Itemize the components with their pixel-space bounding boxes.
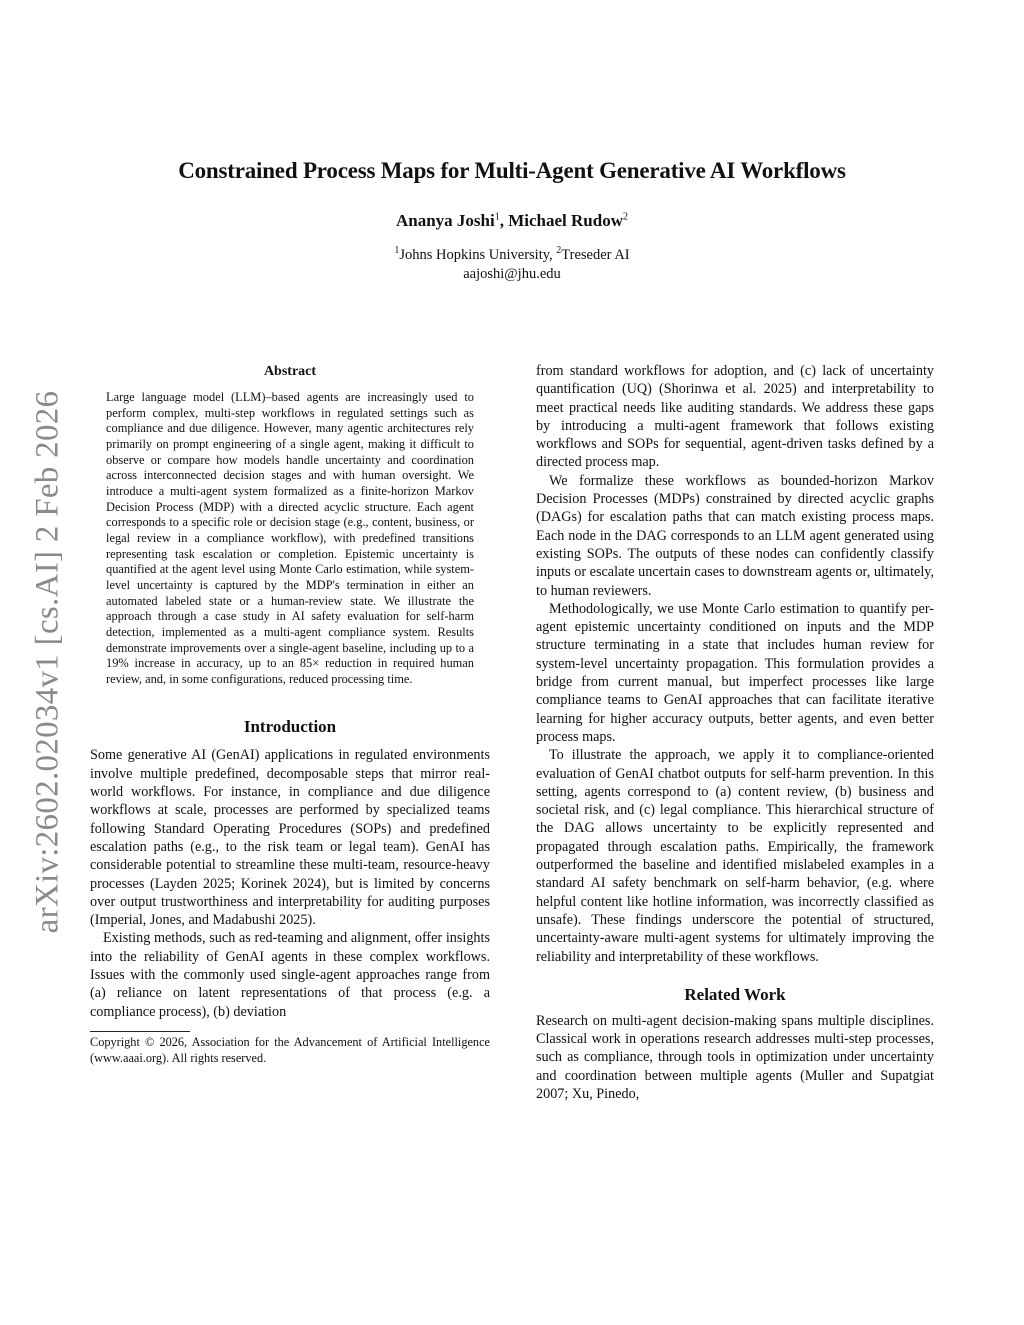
body-paragraph: Existing methods, such as red-teaming and alignment, offer insights into the reliability of GenAI agents in these complex workflows. Issues with the commonly used single-agent approaches range from (a) reliance on latent representations of that process (e.g. a compliance process), (b) deviation: [90, 930, 490, 1020]
body-paragraph: from standard workflows for adoption, and (c) lack of uncertainty quantification (UQ) (Shorinwa et al. 2025) and interpretability to meet practical needs like auditing standards. We address these gaps by introducing a multi-agent framework that follows existing workflows and SOPs for sequential, agent-driven tasks defined by a directed process map.: [536, 363, 934, 471]
arxiv-identifier: arXiv:2602.02034v1 [cs.AI] 2 Feb 2026: [29, 390, 66, 934]
body-paragraph: Some generative AI (GenAI) applications in regulated environments involve multiple predefined, decomposable steps that mirror real-world workflows. For instance, in compliance and due diligence workflows at scale, processes are performed by specialized teams following Standard Operating Procedures (SOPs) and predefined escalation paths (e.g., to the risk team or legal team). GenAI has considerable potential to streamline these multi-team, resource-heavy processes (Layden 2025; Korinek 2024), but is limited by concerns over output trustworthiness and interpretability for auditing purposes (Imperial, Jones, and Madabushi 2025).: [90, 747, 490, 929]
affiliation-mark: 2: [556, 245, 562, 257]
copyright-notice: Copyright © 2026, Association for the Advancement of Artificial Intelligence (www.aaai.org). All rights reserved.: [90, 1034, 490, 1065]
body-paragraph: To illustrate the approach, we apply it to compliance-oriented evaluation of GenAI chatbot outputs for self-harm prevention. In this setting, agents correspond to (a) content review, (b) business and societal risk, and (c) legal compliance. This hierarchical structure of the DAG allows uncertainty to be explicitly represented and propagated through escalation paths. Empirically, the framework outperformed the baseline and identified mislabeled examples in a standard AI safety benchmark on self-harm behavior, (e.g. where helpful content like hotline information, was incorrectly classified as unsafe). These findings underscore the potential of structured, uncertainty-aware multi-agent systems for ultimately improving the reliability and interpretability of these workflows.: [536, 747, 934, 965]
left-column: [90, 362, 490, 1066]
author-email: aajoshi@jhu.edu: [463, 266, 561, 282]
author-separator: ,: [499, 211, 509, 230]
author-name: Michael Rudow: [508, 211, 623, 230]
abstract-text: Large language model (LLM)–based agents are increasingly used to perform complex, multi-step workflows in regulated settings such as compliance and due diligence. However, many agentic architectures rely primarily on prompt engineering of a single agent, making it difficult to observe or compare how models handle uncertainty and coordination across interconnected decision stages and with human oversight. We introduce a multi-agent system formalized as a finite-horizon Markov Decision Process (MDP) with a directed acyclic structure. Each agent corresponds to a specific role or decision stage (e.g., content, business, or legal review in a compliance workflow), with predefined transitions representing task escalation or completion. Epistemic uncertainty is quantified at the agent level using Monte Carlo estimation, while system-level uncertainty is captured by the MDP's termination in either an automated labeled state or a human-review state. We illustrate the approach through a case study in AI safety evaluation for self-harm detection, implemented as a multi-agent compliance system. Results demonstrate improvements over a single-agent baseline, including up to a 19% increase in accuracy, up to an 85× reduction in required human review, and, in some configurations, reduced processing time.: [106, 390, 474, 686]
footnote-divider: [90, 1031, 190, 1032]
affiliations: [0, 247, 1024, 264]
introduction-heading: Introduction: [243, 717, 337, 737]
paper-title: Constrained Process Maps for Multi-Agent Generative AI Workflows: [178, 158, 846, 183]
body-paragraph: Research on multi-agent decision-making spans multiple disciplines. Classical work in operations research addresses multi-step processes, such as compliance, through tools in optimization under uncertainty and coordination between multiple agents (Muller and Supatgiat 2007; Xu, Pinedo,: [536, 1012, 934, 1102]
affiliation-mark: 1: [494, 211, 500, 223]
author-list: [0, 211, 1024, 231]
affiliation-mark: 2: [622, 211, 628, 223]
affiliation-name: Johns Hopkins University,: [399, 247, 557, 263]
body-paragraph: We formalize these workflows as bounded-horizon Markov Decision Processes (MDPs) constrained by directed acyclic graphs (DAGs) for escalation paths that can match existing process maps. Each node in the DAG corresponds to an LLM agent generated using existing SOPs. The outputs of these nodes can confidently classify inputs or escalate uncertain cases to downstream agents or, ultimately, to human reviewers.: [536, 472, 934, 599]
related-work-heading: Related Work: [684, 984, 786, 1004]
body-paragraph: Methodologically, we use Monte Carlo estimation to quantify per-agent epistemic uncertainty conditioned on inputs and the MDP structure terminating in a state that includes human review for system-level uncertainty propagation. This formulation provides a bridge from current manual, but imperfect processes like large compliance teams to GenAI approaches that can facilitate iterative learning for higher accuracy outputs, better agents, and even better process maps.: [536, 600, 934, 745]
author-name: Ananya Joshi: [396, 211, 495, 230]
abstract-heading: Abstract: [263, 364, 317, 379]
affiliation-name: Treseder AI: [561, 247, 630, 263]
affiliation-mark: 1: [394, 245, 400, 257]
right-column: [536, 362, 934, 1103]
